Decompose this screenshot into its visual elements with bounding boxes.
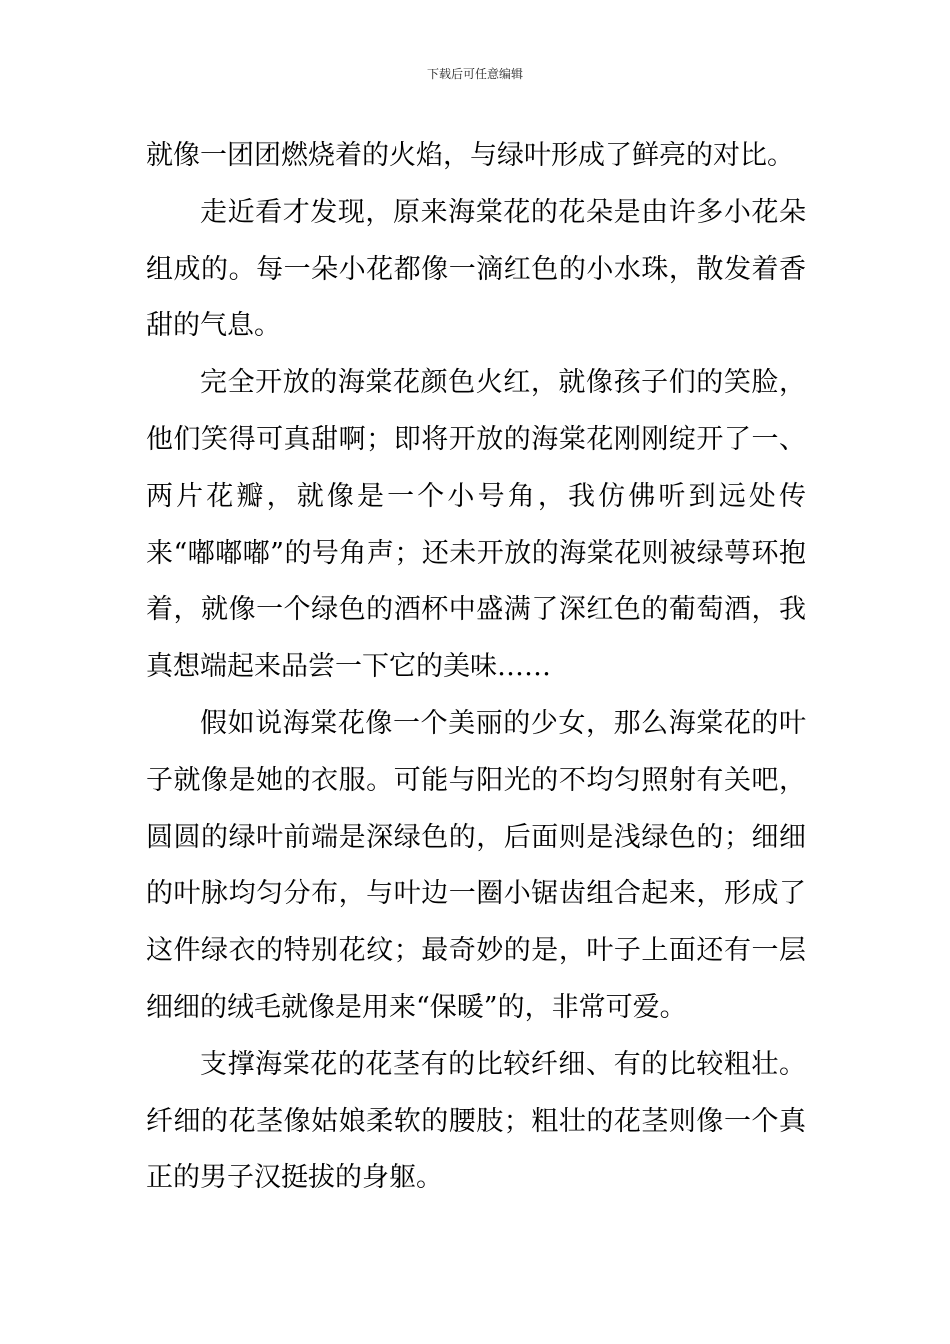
paragraph-5: 支撑海棠花的花茎有的比较纤细、有的比较粗壮。纤细的花茎像姑娘柔软的腰肢；粗壮的花茎则像一个真正的男子汉挺拔的身躯。 — [146, 1048, 806, 1194]
paragraph-3: 完全开放的海棠花颜色火红，就像孩子们的笑脸，他们笑得可真甜啊；即将开放的海棠花刚刚绽开了一、两片花瓣，就像是一个小号角，我仿佛听到远处传来“嘟嘟嘟”的号角声；还未开放的海棠花则被绿萼环抱着，就像一个绿色的酒杯中盛满了深红色的葡萄酒，我真想端起来品尝一下它的美味…… — [146, 367, 806, 683]
paragraph-2: 走近看才发现，原来海棠花的花朵是由许多小花朵组成的。每一朵小花都像一滴红色的小水珠，散发着香甜的气息。 — [146, 196, 806, 342]
page-header: 下载后可任意编辑 — [426, 67, 523, 81]
paragraph-1: 就像一团团燃烧着的火焰，与绿叶形成了鲜亮的对比。 — [146, 140, 794, 171]
document-body — [146, 128, 806, 1207]
paragraph-4: 假如说海棠花像一个美丽的少女，那么海棠花的叶子就像是她的衣服。可能与阳光的不均匀照射有关吧，圆圆的绿叶前端是深绿色的，后面则是浅绿色的；细细的叶脉均匀分布，与叶边一圈小锯齿组合起来，形成了这件绿衣的特别花纹；最奇妙的是，叶子上面还有一层细细的绒毛就像是用来“保暖”的，非常可爱。 — [146, 707, 806, 1023]
